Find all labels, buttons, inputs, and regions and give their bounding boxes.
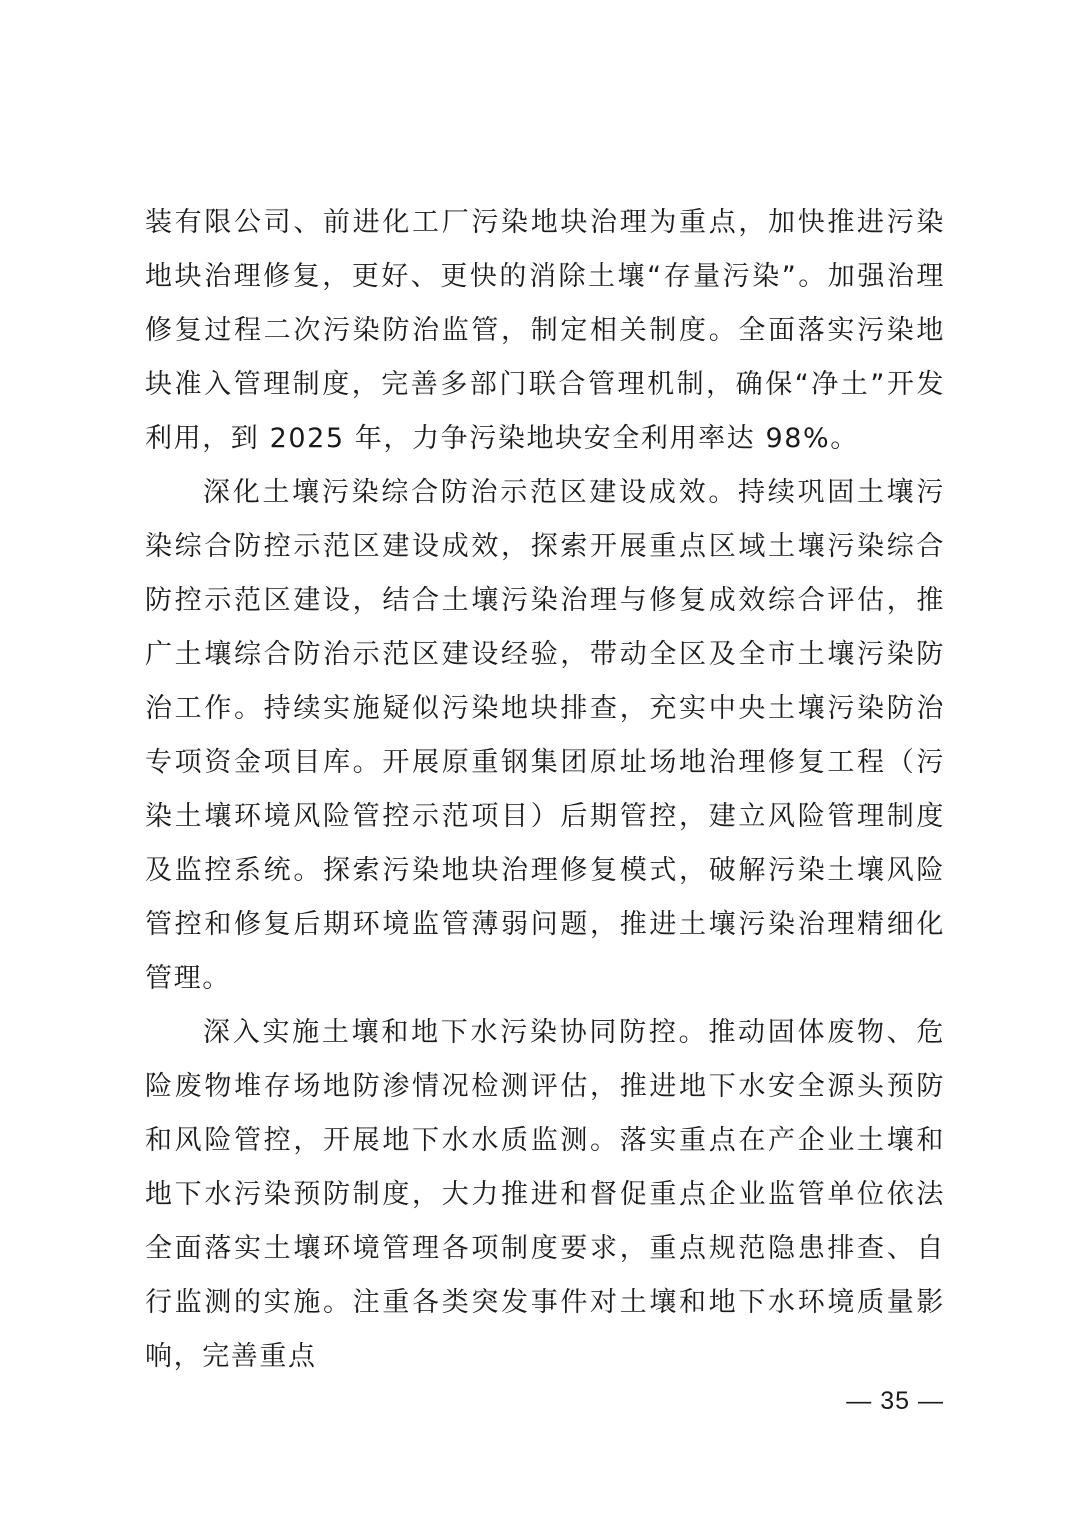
paragraph-3 bbox=[145, 1006, 945, 1384]
paragraph-3-body: 推动固体废物、危险废物堆存场地防渗情况检测评估，推进地下水安全源头预防和风险管控，开展地下水水质监测。落实重点在产企业土壤和地下水污染预防制度，大力推进和督促重点企业监管单位依法全面落实土壤环境管理各项制度要求，重点规范隐患排查、自行监测的实施。注重各类突发事件对土壤和地下水环境质量影响，完善重点 bbox=[145, 1017, 945, 1372]
paragraph-2-heading: 深化土壤污染综合防治示范区建设成效。 bbox=[203, 477, 739, 508]
body-text bbox=[145, 196, 945, 1384]
paragraph-2 bbox=[145, 466, 945, 1006]
page-number: — 35 — bbox=[846, 1387, 944, 1415]
paragraph-1-body: 装有限公司、前进化工厂污染地块治理为重点，加快推进污染地块治理修复，更好、更快的消除土壤“存量污染”。加强治理修复过程二次污染防治监管，制定相关制度。全面落实污染地块准入管理制度，完善多部门联合管理机制，确保“净土”开发利用，到 2025 年，力争污染地块安全利用率达 98%。 bbox=[145, 207, 945, 454]
paragraph-3-heading: 深入实施土壤和地下水污染协同防控。 bbox=[203, 1017, 709, 1048]
paragraph-2-body: 持续巩固土壤污染综合防控示范区建设成效，探索开展重点区域土壤污染综合防控示范区建设，结合土壤污染治理与修复成效综合评估，推广土壤综合防治示范区建设经验，带动全区及全市土壤污染防治工作。持续实施疑似污染地块排查，充实中央土壤污染防治专项资金项目库。开展原重钢集团原址场地治理修复工程（污染土壤环境风险管控示范项目）后期管控，建立风险管理制度及监控系统。探索污染地块治理修复模式，破解污染土壤风险管控和修复后期环境监管薄弱问题，推进土壤污染治理精细化管理。 bbox=[145, 477, 945, 994]
paragraph-1 bbox=[145, 196, 945, 466]
